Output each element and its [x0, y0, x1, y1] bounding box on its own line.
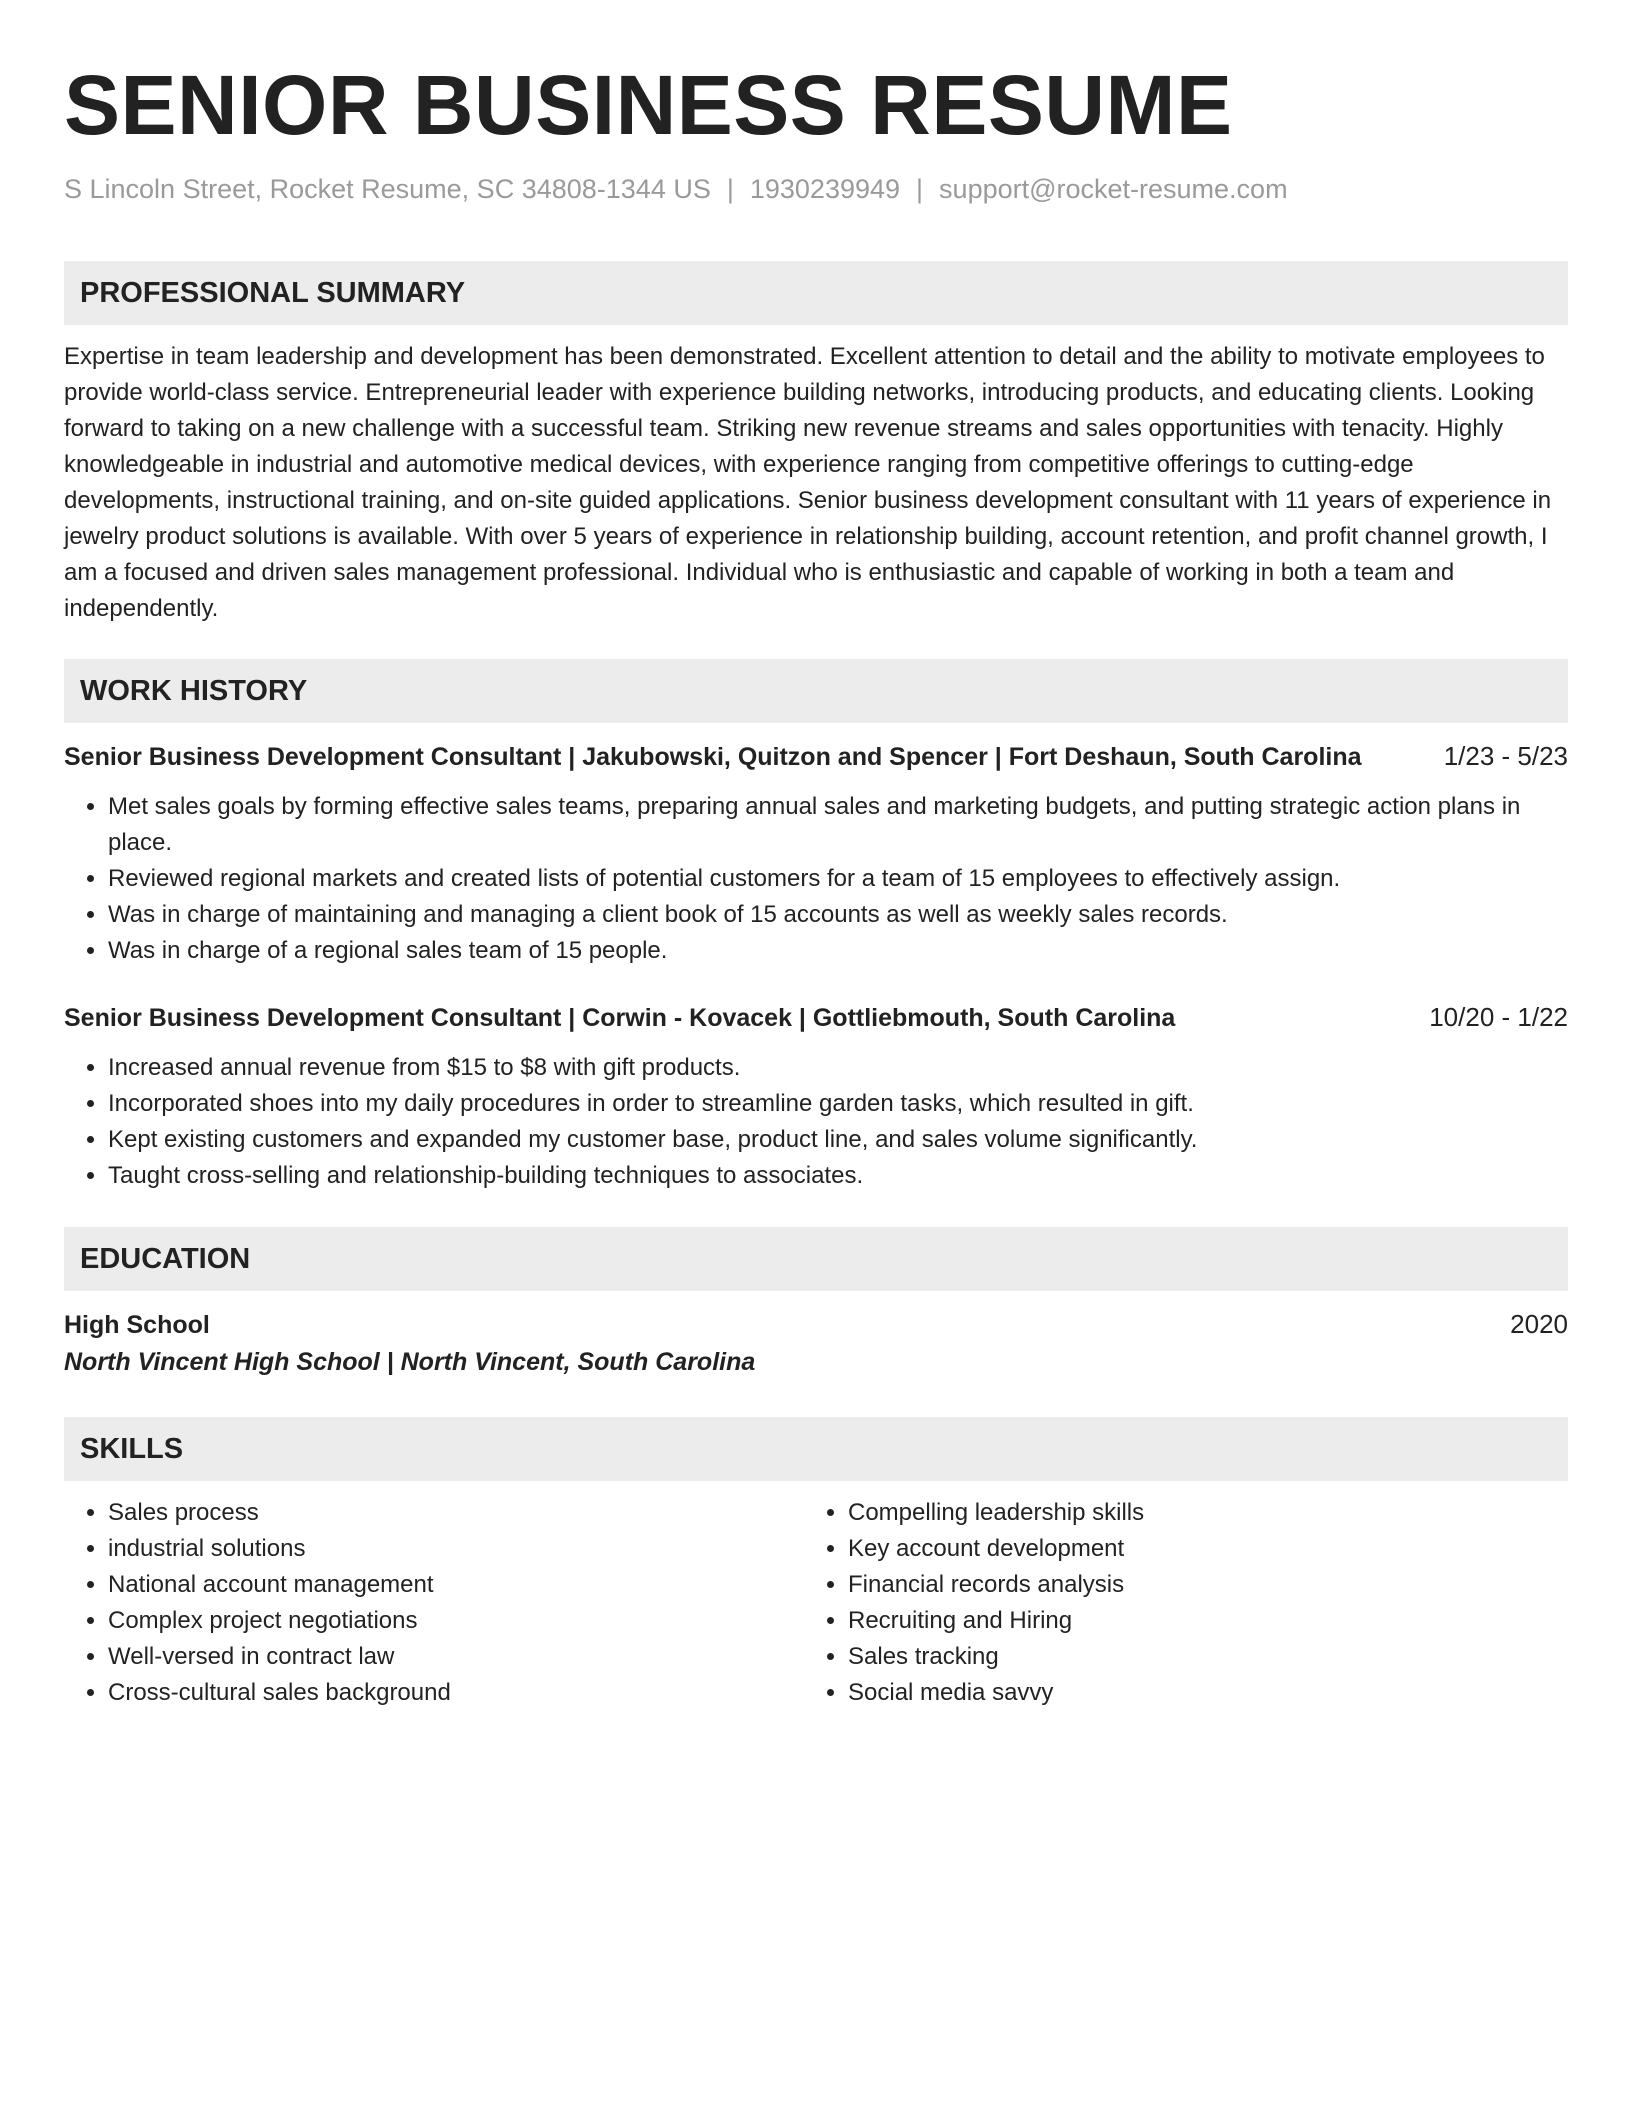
contact-email: support@rocket-resume.com: [939, 174, 1288, 204]
education-year: 2020: [1510, 1309, 1568, 1339]
job-bullet: • Kept existing customers and expanded my customer base, product line, and sales volume significantly.: [108, 1122, 1568, 1158]
skill-item: • Complex project negotiations: [108, 1603, 804, 1639]
education-header: [64, 1306, 1568, 1343]
job-entry: [64, 738, 1568, 969]
skill-item: • industrial solutions: [108, 1531, 804, 1567]
skill-item: • Well-versed in contract law: [108, 1639, 804, 1675]
skill-item: • National account management: [108, 1567, 804, 1603]
skills-list-left: [64, 1495, 804, 1711]
job-header: [64, 999, 1568, 1036]
job-bullet: • Increased annual revenue from $15 to $8 with gift products.: [108, 1050, 1568, 1086]
skill-item: • Recruiting and Hiring: [848, 1603, 1544, 1639]
contact-separator: |: [916, 174, 924, 204]
job-dates: 10/20 - 1/22: [1429, 1002, 1568, 1032]
section-heading-education: EDUCATION: [64, 1227, 1568, 1291]
job-bullet: • Was in charge of maintaining and managing a client book of 15 accounts as well as weekly sales records.: [108, 897, 1568, 933]
job-bullets: [64, 789, 1568, 969]
skill-item: • Cross-cultural sales background: [108, 1675, 804, 1711]
contact-separator: |: [726, 174, 734, 204]
skill-item: • Compelling leadership skills: [848, 1495, 1544, 1531]
job-bullet: • Taught cross-selling and relationship-building techniques to associates.: [108, 1158, 1568, 1194]
job-bullet: • Reviewed regional markets and created lists of potential customers for a team of 15 employees to effectively assign.: [108, 861, 1568, 897]
section-heading-skills: SKILLS: [64, 1417, 1568, 1481]
job-bullet: • Incorporated shoes into my daily procedures in order to streamline garden tasks, which resulted in gift.: [108, 1086, 1568, 1122]
skill-item: • Financial records analysis: [848, 1567, 1544, 1603]
skills-columns: [64, 1495, 1568, 1711]
job-bullet: • Was in charge of a regional sales team of 15 people.: [108, 933, 1568, 969]
job-bullets: [64, 1050, 1568, 1194]
job-entry: [64, 999, 1568, 1194]
job-dates: 1/23 - 5/23: [1443, 741, 1568, 771]
resume-title: SENIOR BUSINESS RESUME: [64, 58, 1233, 152]
section-heading-summary: PROFESSIONAL SUMMARY: [64, 261, 1568, 325]
skill-item: • Social media savvy: [848, 1675, 1544, 1711]
section-heading-work-history: WORK HISTORY: [64, 659, 1568, 723]
job-header: [64, 738, 1568, 775]
skill-item: • Sales process: [108, 1495, 804, 1531]
contact-line: [64, 171, 1568, 207]
job-bullet: • Met sales goals by forming effective sales teams, preparing annual sales and marketing budgets, and putting strategic action plans in place.: [108, 789, 1568, 861]
job-title: Senior Business Development Consultant | Corwin - Kovacek | Gottliebmouth, South Carolina: [64, 1004, 1176, 1032]
skills-list-right: [804, 1495, 1544, 1711]
education-degree: High School: [64, 1311, 210, 1339]
summary-text: Expertise in team leadership and development has been demonstrated. Excellent attention to detail and the ability to motivate employees to provide world-class service. Entrepreneurial leader with experience building networks, introducing products, and educating clients. Looking forward to taking on a new challenge with a successful team. Striking new revenue streams and sales opportunities with tenacity. Highly knowledgeable in industrial and automotive medical devices, with experience ranging from competitive offerings to cutting-edge developments, instructional training, and on-site guided applications. Senior business development consultant with 11 years of experience in jewelry product solutions is available. With over 5 years of experience in relationship building, account retention, and profit channel growth, I am a focused and driven sales management professional. Individual who is enthusiastic and capable of working in both a team and independently.: [64, 343, 1552, 622]
job-title: Senior Business Development Consultant | Jakubowski, Quitzon and Spencer | Fort Deshaun, South Carolina: [64, 743, 1362, 771]
contact-address: S Lincoln Street, Rocket Resume, SC 34808-1344 US: [64, 174, 711, 204]
skill-item: • Sales tracking: [848, 1639, 1544, 1675]
contact-phone: 1930239949: [749, 174, 901, 204]
education-school: North Vincent High School | North Vincent, South Carolina: [64, 1348, 756, 1376]
skill-item: • Key account development: [848, 1531, 1544, 1567]
